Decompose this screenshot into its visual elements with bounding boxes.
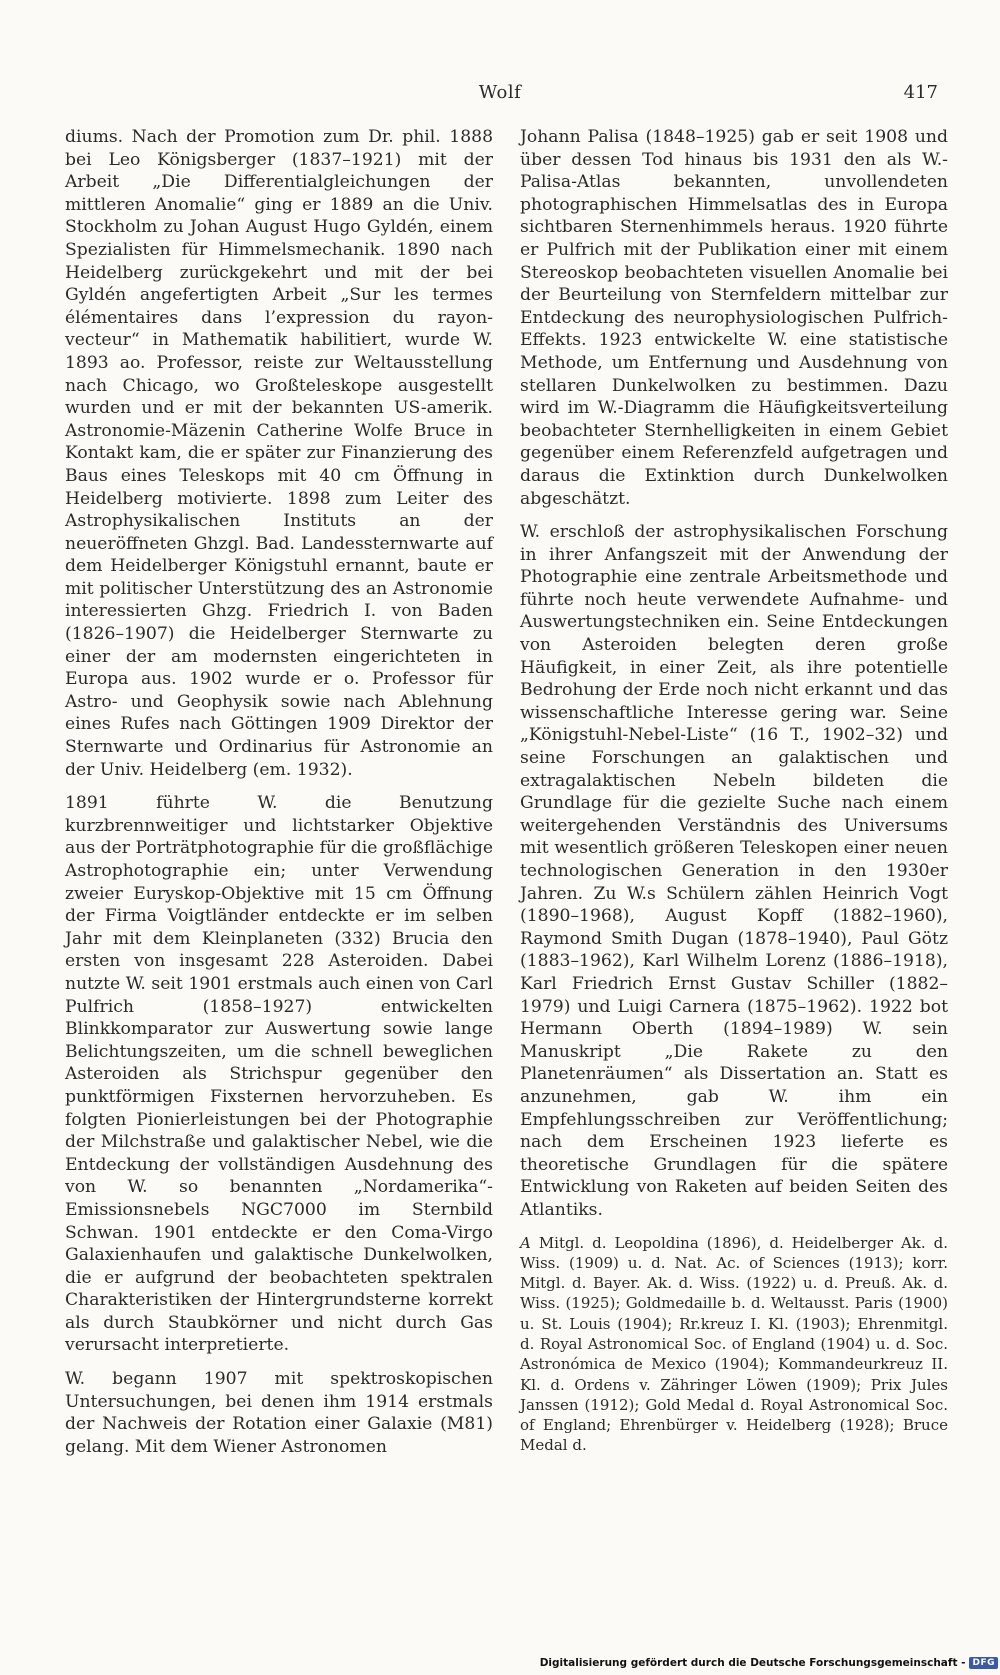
digitization-notice: Digitalisierung gefördert durch die Deutsche Forschungsgemeinschaft - [539,1657,966,1669]
running-head [0,82,1000,106]
awards-paragraph [520,1233,948,1456]
right-column [520,126,948,1467]
awards-text: Mitgl. d. Leopoldina (1896), d. Heidelberger Ak. d. Wiss. (1909) u. d. Nat. Ac. of Sciences (1913); korr. Mitgl. d. Bayer. Ak. d. Wiss. (1922) u. d. Preuß. Ak. d. Wiss. (1925); Goldmedaille b. d. Weltausst. Paris (1900) u. St. Louis (1904); Rr.kreuz I. Kl. (1903); Ehrenmitgl. d. Royal Astronomical Soc. of England (1904) u. d. Soc. Astronómica de Mexico (1904); Kommandeurkreuz II. Kl. d. Ordens v. Zähringer Löwen (1909); Prix Jules Janssen (1912); Gold Medal d. Royal Astronomical Soc. of England; Ehrenbürger v. Heidelberg (1928); Bruce Medal d. [520,1233,948,1455]
page-number: 417 [903,82,938,103]
dfg-logo-icon: DFG [969,1657,998,1669]
digitization-footer [540,1653,998,1673]
running-head-title: Wolf [478,82,522,103]
paragraph-legacy: W. erschloß der astrophysikalischen Forschung in ihrer Anfangszeit mit der Anwendung der Photographie eine zentrale Arbeitsmethode und führte noch heute verwendete Aufnahme- und Auswertungstechniken ein. Seine Entdeckungen von Asteroiden belegten deren große Häufigkeit, in einer Zeit, als ihre potentielle Bedrohung der Erde noch nicht erkannt und das wissenschaftliche Interesse gering war. Seine „Königstuhl-Nebel-Liste“ (16 T., 1902–32) und seine Forschungen an galaktischen und extragalaktischen Nebeln bildeten die Grundlage für die gezielte Suche nach einem weitergehenden Verständnis des Universums mit wesentlich größeren Teleskopen einer neuen technologischen Generation in den 1930er Jahren. Zu W.s Schülern zählen Heinrich Vogt (1890–1968), August Kopff (1882–1960), Raymond Smith Dugan (1878–1940), Paul Götz (1883–1962), Karl Wilhelm Lorenz (1886–1918), Karl Friedrich Ernst Gustav Schiller (1882–1979) und Luigi Carnera (1875–1962). 1922 bot Hermann Oberth (1894–1989) W. sein Manuskript „Die Rakete zu den Planetenräumen“ als Dissertation an. Statt es anzunehmen, gab W. ihm ein Empfehlungsschreiben zur Veröffentlichung; nach dem Erscheinen 1923 lieferte es theoretische Grundlagen für die spätere Entwicklung von Raketen auf beiden Seiten des Atlantiks. [520,522,948,1220]
left-column [65,126,493,1469]
paragraph-spectroscopy: W. begann 1907 mit spektroskopischen Untersuchungen, bei denen ihm 1914 erstmals der Nachweis der Rotation einer Galaxie (M81) gelang. Mit dem Wiener Astronomen [65,1369,493,1457]
paragraph-career: diums. Nach der Promotion zum Dr. phil. 1888 bei Leo Königsberger (1837–1921) mit der Arbeit „Die Differentialgleichungen der mittleren Anomalie“ ging er 1889 an die Univ. Stockholm zu Johan August Hugo Gyldén, einem Spezialisten für Himmelsmechanik. 1890 nach Heidelberg zurückgekehrt und mit der bei Gyldén angefertigten Arbeit „Sur les termes élémentaires dans l’expression du rayon-vecteur“ in Mathematik habilitiert, wurde W. 1893 ao. Professor, reiste zur Weltausstellung nach Chicago, wo Großteleskope ausgestellt wurden und er mit der bekannten US-amerik. Astronomie-Mäzenin Catherine Wolfe Bruce in Kontakt kam, die er später zur Finanzierung des Baus eines Teleskops mit 40 cm Öffnung in Heidelberg motivierte. 1898 zum Leiter des Astrophysikalischen Instituts an der neueröffneten Ghzgl. Bad. Landessternwarte auf dem Heidelberger Königstuhl ernannt, baute er mit politischer Unterstützung des an Astronomie interessierten Ghzg. Friedrich I. von Baden (1826–1907) die Heidelberger Sternwarte zu einer der am modernsten eingerichteten in Europa aus. 1902 wurde er o. Professor für Astro- und Geophysik sowie nach Ablehnung eines Rufes nach Göttingen 1909 Direktor der Sternwarte und Ordinarius für Astronomie an der Univ. Heidelberg (em. 1932). [65,127,493,780]
paragraph-palisa-atlas: Johann Palisa (1848–1925) gab er seit 1908 und über dessen Tod hinaus bis 1931 den als W.-Palisa-Atlas bekannten, unvollendeten photographischen Himmelsatlas des in Europa sichtbaren Sternenhimmels heraus. 1920 führte er Pulfrich mit der Publikation einer mit einem Stereoskop beobachteten visuellen Anomalie bei der Beurteilung von Sternfeldern mittelbar zur Entdeckung des neurophysiologischen Pulfrich-Effekts. 1923 entwickelte W. eine statistische Methode, um Entfernung und Ausdehnung von stellaren Dunkelwolken zu bestimmen. Dazu wird im W.-Diagramm die Häufigkeitsverteilung beobachteter Sternhelligkeiten in einem Gebiet gegenüber einem Referenzfeld aufgetragen und daraus die Extinktion durch Dunkelwolken abgeschätzt. [520,127,948,509]
awards-lead-letter: A [520,1233,531,1252]
paragraph-astrophotography: 1891 führte W. die Benutzung kurzbrennweitiger und lichtstarker Objektive aus der Porträtphotographie für die großflächige Astrophotographie ein; unter Verwendung zweier Euryskop-Objektive mit 15 cm Öffnung der Firma Voigtländer entdeckte er im selben Jahr mit dem Kleinplaneten (332) Brucia den ersten von insgesamt 228 Asteroiden. Dabei nutzte W. seit 1901 erstmals auch einen von Carl Pulfrich (1858–1927) entwickelten Blinkkomparator zur Auswertung sowie lange Belichtungszeiten, um die schnell beweglichen Asteroiden als Strichspur gegenüber den punktförmigen Fixsternen hervorzuheben. Es folgten Pionierleistungen bei der Photographie der Milchstraße und galaktischer Nebel, wie die Entdeckung der vollständigen Ausdehnung des von W. so benannten „Nordamerika“-Emissionsnebels NGC7000 im Sternbild Schwan. 1901 entdeckte er den Coma-Virgo Galaxienhaufen und galaktische Dunkelwolken, die er aufgrund der beobachteten spektralen Charakteristiken der Hintergrundsterne korrekt als durch Staubkörner und nicht durch Gas verursacht interpretierte. [65,793,493,1356]
